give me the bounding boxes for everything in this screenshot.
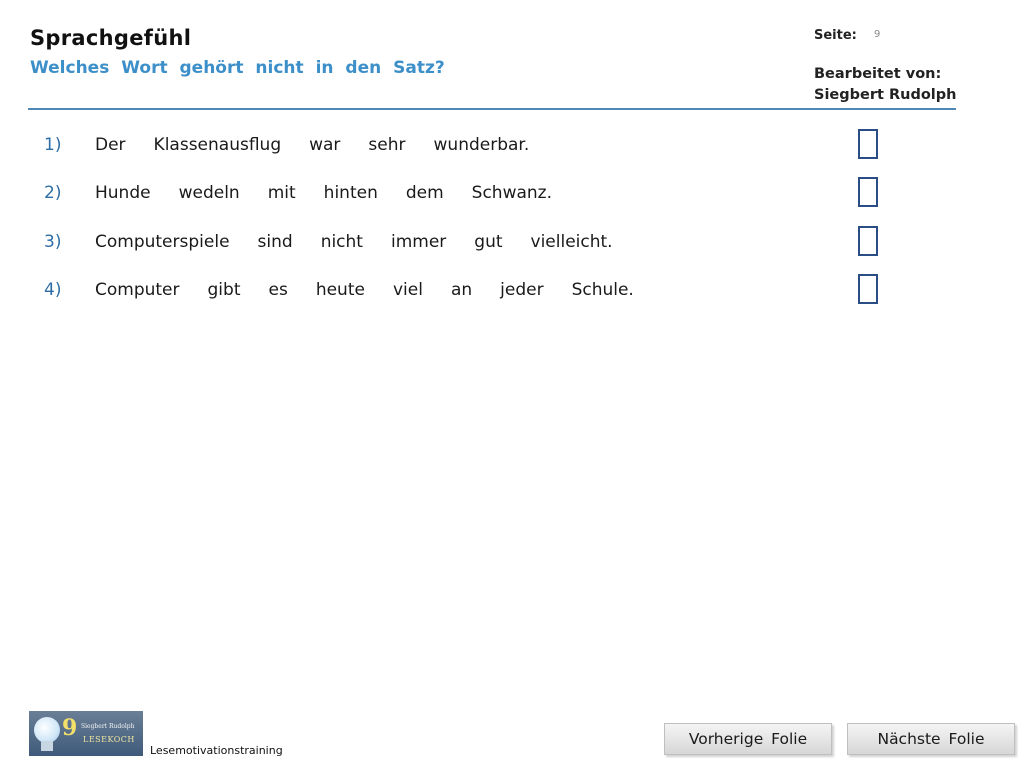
word[interactable]: wunderbar. [433, 135, 530, 155]
word[interactable]: es [268, 280, 288, 300]
sentence-words [95, 183, 552, 203]
sentence-number: 1) [44, 135, 62, 155]
sentence-words [95, 232, 613, 252]
word[interactable]: Computer [95, 280, 180, 300]
word[interactable]: viel [392, 280, 423, 300]
lightbulb-base-icon [41, 741, 53, 751]
editor-name: Siegbert Rudolph [814, 87, 957, 103]
logo-number: 9 [62, 715, 78, 741]
word[interactable]: Klassenausflug [153, 135, 282, 155]
answer-checkbox[interactable] [858, 177, 878, 207]
sentence-row [44, 229, 613, 255]
word[interactable]: dem [405, 183, 444, 203]
word[interactable]: an [450, 280, 473, 300]
leseKoch-logo [29, 711, 143, 756]
word[interactable]: immer [390, 232, 447, 252]
word[interactable]: sehr [368, 135, 406, 155]
page-number: 9 [874, 29, 881, 40]
sentence-row [44, 132, 529, 158]
word[interactable]: mit [267, 183, 296, 203]
word[interactable]: wedeln [178, 183, 240, 203]
sentence-number: 2) [44, 183, 62, 203]
answer-checkbox[interactable] [858, 226, 878, 256]
word[interactable]: jeder [500, 280, 544, 300]
answer-checkbox[interactable] [858, 274, 878, 304]
answer-checkbox[interactable] [858, 129, 878, 159]
editor-label: Bearbeitet von: [814, 66, 942, 82]
word[interactable]: Computerspiele [95, 232, 230, 252]
word[interactable]: heute [315, 280, 365, 300]
page-title: Sprachgefühl [30, 26, 192, 50]
lightbulb-icon [34, 717, 60, 743]
word[interactable]: hinten [323, 183, 378, 203]
word[interactable]: vielleicht. [530, 232, 613, 252]
footer-label: Lesemotivationstraining [150, 744, 283, 757]
word[interactable]: gut [474, 232, 503, 252]
word[interactable]: Schule. [571, 280, 634, 300]
next-slide-button[interactable]: Nächste Folie [847, 723, 1015, 755]
word[interactable]: gibt [207, 280, 241, 300]
sentence-number: 4) [44, 280, 62, 300]
logo-brand: LESEKOCH [83, 735, 135, 744]
word[interactable]: Der [95, 135, 126, 155]
logo-small-text: Siegbert Rudolph [81, 723, 135, 730]
sentence-number: 3) [44, 232, 62, 252]
page-label: Seite: [814, 28, 857, 43]
word[interactable]: Schwanz. [471, 183, 552, 203]
word[interactable]: Hunde [95, 183, 151, 203]
sentence-words [95, 280, 634, 300]
sentence-row [44, 277, 634, 303]
header-divider [28, 108, 956, 110]
word[interactable]: war [309, 135, 341, 155]
previous-slide-button[interactable]: Vorherige Folie [664, 723, 832, 755]
word[interactable]: sind [257, 232, 293, 252]
sentence-row [44, 180, 552, 206]
word[interactable]: nicht [320, 232, 363, 252]
sentence-words [95, 135, 529, 155]
page-subtitle: Welches Wort gehört nicht in den Satz? [30, 58, 445, 78]
